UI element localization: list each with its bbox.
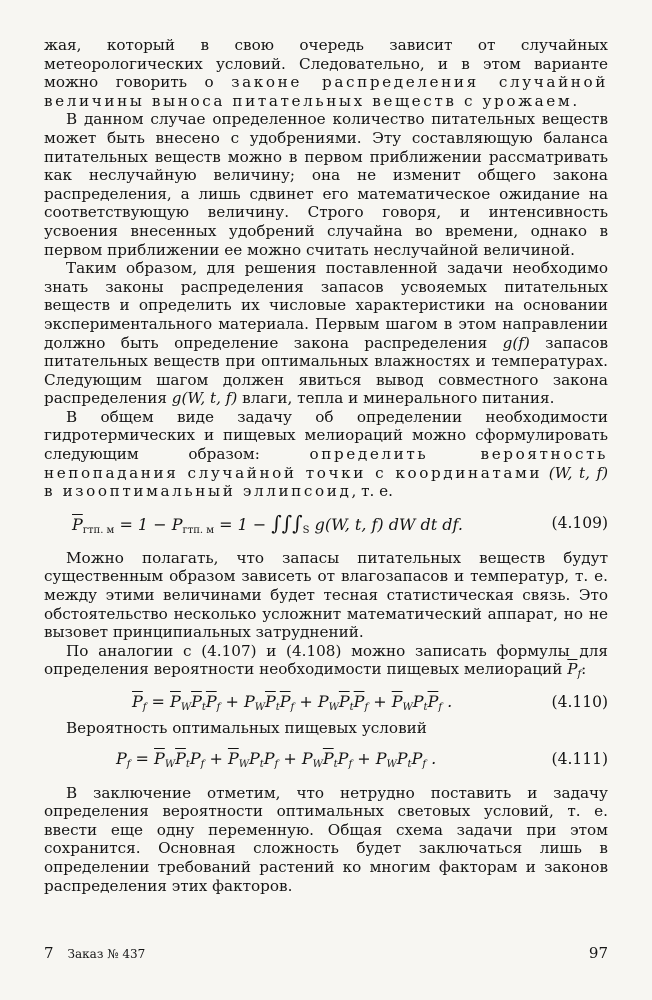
formula-4-110-expr: $\overline{P}f = \overline{P}W\overline{P}t\overline{P}f + PW\overline{P}t\overline{P}f + PW\overline{P}t\overline{P}f + \overline{P}WPt\overline{P}f$ . bbox=[132, 692, 453, 713]
order-number: Заказ № 437 bbox=[67, 947, 146, 961]
p3-gf: g(f) bbox=[502, 333, 530, 352]
f109-mid: = 1 − P bbox=[119, 514, 183, 534]
paragraph-1 bbox=[44, 36, 608, 110]
p4-emphasis-1: определить вероятность непопадания случайной точки с координатами bbox=[44, 445, 608, 482]
formula-4-111 bbox=[44, 738, 608, 780]
formula-4-109 bbox=[44, 505, 608, 545]
footer-signature bbox=[44, 944, 145, 962]
formula-4-109-expr: $\overline{P}_{гтп. м} = 1 - P_{гтп. м} = 1 - \int\int\int_S$ g(W, t, f) dW dt df. bbox=[72, 510, 463, 536]
p8-text: В заключение отметим, что нетрудно поставить и задачу определения вероятности оптимальных световых условий, т. е. ввести еще одну переменную. Общая схема задачи при этом сохранится. Основная сложность будет заключаться лишь в определении требований растений ко многим факторам и законов распределения этих факторов. bbox=[44, 783, 608, 895]
formula-4-111-number: (4.111) bbox=[551, 749, 608, 768]
p1-emphasis: законе распределения случайной величины выноса питательных веществ с урожаем bbox=[44, 73, 608, 110]
p3-text-b: запасов питательных веществ при оптимальных влажностях и температурах. Следующим шагом должен явиться вывод совместного закона распределения bbox=[44, 333, 608, 408]
p4-tail: , т. е. bbox=[351, 482, 393, 501]
p3-text-c: влаги, тепла и минерального питания. bbox=[237, 389, 555, 408]
p3-text-a: Таким образом, для решения поставленной задачи необходимо знать законы распределения запасов усвояемых питательных веществ и определить их числовые характеристики на основании экспериментального материала. Первым шагом в этом направлении должно быть определение закона распределения bbox=[44, 259, 608, 352]
formula-4-111-expr: $Pf = \overline{P}W\overline{P}tPf$ + $\overline{P}WPtPf + PW\overline{P}tPf$ + PWPtPf . bbox=[116, 748, 437, 770]
p1-text: жая, который в свою очередь зависит от случайных метеорологических условий. Следовательно, и в этом варианте можно говорить о bbox=[44, 36, 608, 92]
f109-rhs1: = 1 − bbox=[214, 514, 272, 534]
signature-number: 7 bbox=[44, 944, 54, 962]
f109-integral-sub: S bbox=[302, 524, 310, 536]
paragraph-5 bbox=[44, 549, 608, 642]
paragraph-7 bbox=[44, 719, 608, 738]
paragraph-4 bbox=[44, 408, 608, 501]
paragraph-3 bbox=[44, 259, 608, 408]
paragraph-8 bbox=[44, 784, 608, 896]
p3-gwtf: g(W, t, f) bbox=[171, 389, 238, 408]
f109-mid-sub: гтп. м bbox=[182, 524, 215, 536]
paragraph-2 bbox=[44, 110, 608, 259]
p2-text: В данном случае определенное количество питательных веществ может быть внесено с удобрениями. Эту составляющую баланса питательных веществ можно в первом приближении рассматривать как неслучайную величину; она не изменит общего закона распределения, а лишь сдвинет его математическое ожидание на соответствующую величину. Строго говоря, и интенсивность усвоения внесенных удобрений случайна во времени, однако в первом приближении ее можно считать неслучайной величиной. bbox=[44, 110, 608, 259]
f109-lhs-sub: гтп. м bbox=[82, 524, 115, 536]
paragraph-6 bbox=[44, 642, 608, 685]
page-number: 97 bbox=[588, 944, 608, 962]
formula-4-110 bbox=[44, 685, 608, 719]
p1-tail: . bbox=[572, 91, 578, 110]
p6-symbol: $\overline{P}$ bbox=[567, 660, 578, 679]
f109-rhs2: g(W, t, f) dW dt df. bbox=[309, 514, 463, 534]
p4-text-a: В общем виде задачу об определении необходимости гидротермических и пищевых мелиораций можно сформулировать следующим образом: bbox=[44, 407, 608, 464]
p4-coords: (W, t, f) bbox=[542, 463, 608, 482]
integral-symbol: ∫∫∫ bbox=[271, 510, 303, 535]
p6-text: По аналогии с (4.107) и (4.108) можно записать формулы для определения вероятности необходимости пищевых мелиораций bbox=[44, 641, 608, 679]
p4-emphasis-2: в изооптимальный эллипсоид bbox=[44, 482, 352, 501]
p6-symbol-sub: f bbox=[577, 669, 582, 681]
p5-text: Можно полагать, что запасы питательных веществ будут существенным образом зависеть от влагозапасов и температур, т. е. между этими величинами будет тесная статистическая связь. Это обстоятельство несколько усложнит математический аппарат, но не вызовет принципиальных затруднений. bbox=[44, 548, 608, 642]
formula-4-109-number: (4.109) bbox=[551, 513, 608, 532]
formula-4-110-number: (4.110) bbox=[551, 693, 608, 711]
p6-tail: : bbox=[581, 660, 587, 679]
p7-text: Вероятность оптимальных пищевых условий bbox=[66, 719, 427, 737]
